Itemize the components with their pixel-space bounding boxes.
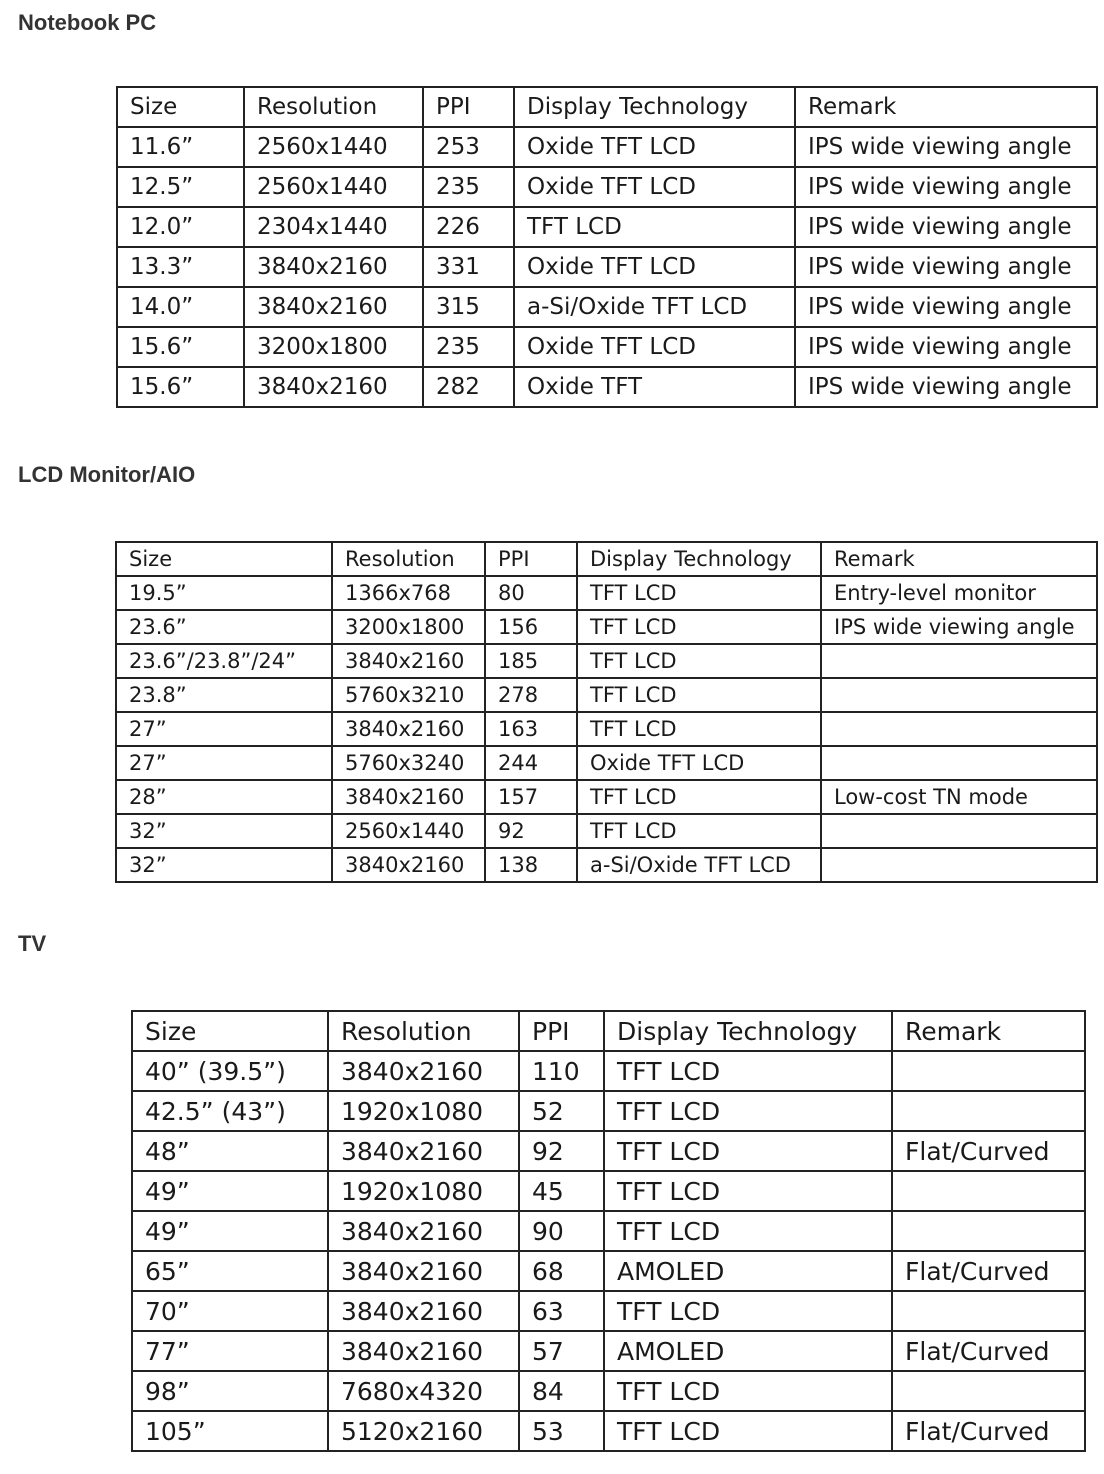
table-header-row [132,1011,1085,1051]
table-row [117,127,1097,167]
cell-ppi: 163 [485,712,577,746]
table-row [132,1331,1085,1371]
cell-remark [821,848,1097,882]
column-header-remark: Remark [892,1011,1085,1051]
cell-ppi: 53 [519,1411,604,1451]
cell-ppi: 315 [423,287,514,327]
cell-display-technology: TFT LCD [604,1411,892,1451]
table-header-row [116,542,1097,576]
cell-remark [821,644,1097,678]
cell-display-technology: TFT LCD [577,610,821,644]
cell-size: 105” [132,1411,328,1451]
table-row [132,1131,1085,1171]
cell-remark [821,814,1097,848]
cell-display-technology: TFT LCD [514,207,795,247]
cell-resolution: 1366x768 [332,576,485,610]
cell-resolution: 5760x3210 [332,678,485,712]
cell-display-technology: TFT LCD [577,712,821,746]
cell-size: 70” [132,1291,328,1331]
column-header-display-technology: Display Technology [514,87,795,127]
cell-display-technology: Oxide TFT LCD [514,327,795,367]
cell-remark: IPS wide viewing angle [795,247,1097,287]
cell-size: 19.5” [116,576,332,610]
cell-resolution: 3840x2160 [328,1131,519,1171]
cell-resolution: 5760x3240 [332,746,485,780]
cell-ppi: 52 [519,1091,604,1131]
notebook-pc-table [116,86,1098,408]
cell-resolution: 3840x2160 [244,287,423,327]
cell-remark [821,678,1097,712]
cell-display-technology: TFT LCD [577,814,821,848]
cell-remark: IPS wide viewing angle [795,127,1097,167]
cell-remark [892,1371,1085,1411]
table-row [116,814,1097,848]
cell-remark [821,712,1097,746]
cell-remark: IPS wide viewing angle [795,207,1097,247]
cell-resolution: 3840x2160 [244,247,423,287]
cell-display-technology: a-Si/Oxide TFT LCD [514,287,795,327]
cell-resolution: 1920x1080 [328,1171,519,1211]
cell-resolution: 3840x2160 [244,367,423,407]
cell-ppi: 331 [423,247,514,287]
table-row [116,780,1097,814]
cell-display-technology: Oxide TFT LCD [514,247,795,287]
cell-ppi: 278 [485,678,577,712]
cell-display-technology: TFT LCD [577,576,821,610]
cell-display-technology: AMOLED [604,1331,892,1371]
cell-remark: IPS wide viewing angle [795,287,1097,327]
table-row [117,247,1097,287]
cell-resolution: 3840x2160 [328,1291,519,1331]
cell-display-technology: Oxide TFT LCD [577,746,821,780]
cell-display-technology: TFT LCD [577,644,821,678]
column-header-ppi: PPI [423,87,514,127]
column-header-remark: Remark [821,542,1097,576]
cell-size: 40” (39.5”) [132,1051,328,1091]
cell-remark: Flat/Curved [892,1131,1085,1171]
table-row [117,207,1097,247]
cell-size: 32” [116,814,332,848]
cell-ppi: 226 [423,207,514,247]
cell-ppi: 80 [485,576,577,610]
cell-size: 13.3” [117,247,244,287]
column-header-remark: Remark [795,87,1097,127]
cell-display-technology: Oxide TFT LCD [514,167,795,207]
table-row [132,1411,1085,1451]
cell-resolution: 2304x1440 [244,207,423,247]
cell-size: 23.6” [116,610,332,644]
cell-ppi: 235 [423,327,514,367]
cell-resolution: 3840x2160 [328,1251,519,1291]
cell-ppi: 138 [485,848,577,882]
cell-display-technology: Oxide TFT LCD [514,127,795,167]
section-title-lcd-monitor-aio: LCD Monitor/AIO [18,462,196,487]
cell-resolution: 1920x1080 [328,1091,519,1131]
cell-remark [892,1051,1085,1091]
column-header-size: Size [117,87,244,127]
tv-table [131,1010,1086,1452]
cell-resolution: 5120x2160 [328,1411,519,1451]
cell-remark: IPS wide viewing angle [795,167,1097,207]
column-header-ppi: PPI [519,1011,604,1051]
cell-ppi: 84 [519,1371,604,1411]
cell-resolution: 3840x2160 [328,1051,519,1091]
cell-ppi: 244 [485,746,577,780]
cell-size: 23.6”/23.8”/24” [116,644,332,678]
cell-size: 12.5” [117,167,244,207]
cell-ppi: 253 [423,127,514,167]
cell-remark [892,1291,1085,1331]
cell-resolution: 7680x4320 [328,1371,519,1411]
table-row [132,1171,1085,1211]
cell-size: 49” [132,1211,328,1251]
lcd-monitor-table [115,541,1098,883]
column-header-size: Size [116,542,332,576]
cell-resolution: 3840x2160 [332,848,485,882]
cell-resolution: 3840x2160 [332,644,485,678]
column-header-resolution: Resolution [332,542,485,576]
cell-ppi: 157 [485,780,577,814]
cell-size: 27” [116,746,332,780]
column-header-ppi: PPI [485,542,577,576]
cell-display-technology: TFT LCD [604,1171,892,1211]
cell-display-technology: TFT LCD [604,1091,892,1131]
section-title-notebook-pc: Notebook PC [18,10,157,35]
cell-ppi: 90 [519,1211,604,1251]
table-row [116,848,1097,882]
cell-resolution: 3200x1800 [244,327,423,367]
table-row [132,1091,1085,1131]
cell-ppi: 57 [519,1331,604,1371]
cell-remark: IPS wide viewing angle [795,327,1097,367]
cell-display-technology: TFT LCD [604,1291,892,1331]
table-row [116,644,1097,678]
cell-remark: Flat/Curved [892,1411,1085,1451]
cell-display-technology: TFT LCD [577,780,821,814]
cell-display-technology: TFT LCD [604,1131,892,1171]
column-header-resolution: Resolution [328,1011,519,1051]
section-title-tv: TV [18,931,47,956]
cell-remark: IPS wide viewing angle [795,367,1097,407]
table-row [117,167,1097,207]
cell-size: 48” [132,1131,328,1171]
table-row [116,610,1097,644]
table-row [117,367,1097,407]
cell-size: 28” [116,780,332,814]
cell-size: 15.6” [117,327,244,367]
cell-remark: Low-cost TN mode [821,780,1097,814]
cell-display-technology: TFT LCD [577,678,821,712]
cell-resolution: 3840x2160 [328,1331,519,1371]
cell-display-technology: AMOLED [604,1251,892,1291]
cell-remark [821,746,1097,780]
cell-resolution: 3840x2160 [328,1211,519,1251]
cell-size: 14.0” [117,287,244,327]
cell-resolution: 3200x1800 [332,610,485,644]
column-header-display-technology: Display Technology [604,1011,892,1051]
cell-size: 65” [132,1251,328,1291]
column-header-resolution: Resolution [244,87,423,127]
table-row [116,576,1097,610]
cell-size: 77” [132,1331,328,1371]
cell-remark [892,1171,1085,1211]
cell-remark: Flat/Curved [892,1331,1085,1371]
cell-ppi: 156 [485,610,577,644]
cell-display-technology: a-Si/Oxide TFT LCD [577,848,821,882]
column-header-display-technology: Display Technology [577,542,821,576]
cell-size: 98” [132,1371,328,1411]
cell-size: 42.5” (43”) [132,1091,328,1131]
cell-ppi: 92 [485,814,577,848]
cell-size: 27” [116,712,332,746]
cell-remark: IPS wide viewing angle [821,610,1097,644]
cell-resolution: 3840x2160 [332,780,485,814]
cell-ppi: 68 [519,1251,604,1291]
column-header-size: Size [132,1011,328,1051]
cell-ppi: 185 [485,644,577,678]
cell-remark [892,1091,1085,1131]
cell-ppi: 92 [519,1131,604,1171]
cell-ppi: 45 [519,1171,604,1211]
cell-size: 12.0” [117,207,244,247]
cell-display-technology: TFT LCD [604,1371,892,1411]
cell-size: 15.6” [117,367,244,407]
table-row [132,1211,1085,1251]
cell-display-technology: TFT LCD [604,1051,892,1091]
cell-resolution: 2560x1440 [332,814,485,848]
cell-size: 11.6” [117,127,244,167]
cell-remark: Entry-level monitor [821,576,1097,610]
table-row [117,327,1097,367]
table-row [116,712,1097,746]
cell-remark: Flat/Curved [892,1251,1085,1291]
cell-display-technology: Oxide TFT [514,367,795,407]
cell-remark [892,1211,1085,1251]
table-row [116,678,1097,712]
cell-ppi: 282 [423,367,514,407]
table-header-row [117,87,1097,127]
cell-ppi: 63 [519,1291,604,1331]
cell-resolution: 3840x2160 [332,712,485,746]
cell-resolution: 2560x1440 [244,167,423,207]
cell-size: 23.8” [116,678,332,712]
cell-size: 49” [132,1171,328,1211]
cell-ppi: 110 [519,1051,604,1091]
cell-size: 32” [116,848,332,882]
table-row [117,287,1097,327]
table-row [132,1051,1085,1091]
cell-display-technology: TFT LCD [604,1211,892,1251]
table-row [132,1371,1085,1411]
table-row [116,746,1097,780]
table-row [132,1291,1085,1331]
table-row [132,1251,1085,1291]
cell-resolution: 2560x1440 [244,127,423,167]
cell-ppi: 235 [423,167,514,207]
